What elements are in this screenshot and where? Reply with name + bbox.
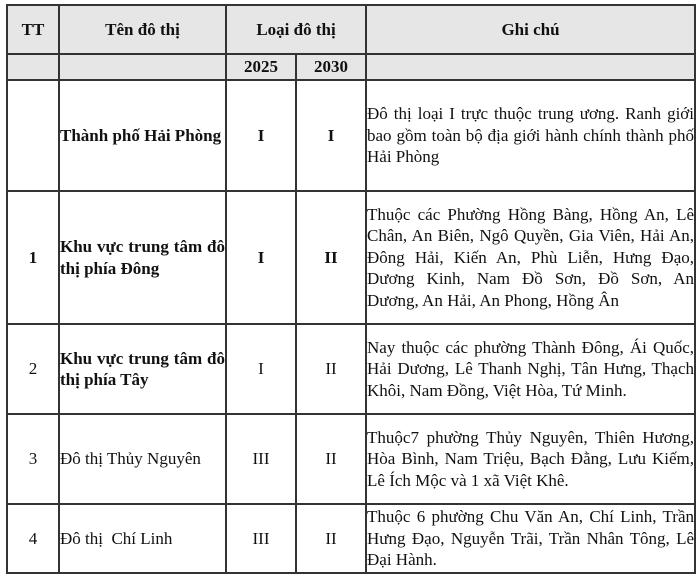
row-type-2025: I [226,191,296,324]
row-type-2025: I [226,324,296,414]
row-note: Thuộc 6 phường Chu Văn An, Chí Linh, Trần Hưng Đạo, Nguyễn Trãi, Trần Nhân Tông, Lê Đại Hành. [366,504,695,573]
row-type-2030: II [296,324,366,414]
table-row-hai-phong [7,80,695,191]
row-type-2030: II [296,414,366,504]
row-tt: 1 [7,191,59,324]
table-row-thuy-nguyen [7,414,695,504]
subheader-note-empty [366,54,695,80]
row-note: Nay thuộc các phường Thành Đông, Ái Quốc, Hải Dương, Lê Thanh Nghị, Tân Hưng, Thạch Khôi, Nam Đồng, Việt Hòa, Tứ Minh. [366,324,695,414]
header-tt: TT [7,5,59,54]
row-tt: 2 [7,324,59,414]
row-tt: 3 [7,414,59,504]
row-type-2025: I [226,80,296,191]
row-name: Đô thị Chí Linh [59,504,226,573]
subheader-tt-empty [7,54,59,80]
row-note: Thuộc7 phường Thủy Nguyên, Thiên Hương, Hòa Bình, Nam Triệu, Bạch Đằng, Lưu Kiếm, Lê Ích Mộc và 1 xã Việt Khê. [366,414,695,504]
row-tt: 4 [7,504,59,573]
header-year-2025: 2025 [226,54,296,80]
table-row-chi-linh [7,504,695,573]
subheader-name-empty [59,54,226,80]
row-type-2030: I [296,80,366,191]
row-type-2030: II [296,191,366,324]
table-row-east-center [7,191,695,324]
row-type-2025: III [226,504,296,573]
header-type: Loại đô thị [226,5,366,54]
row-type-2025: III [226,414,296,504]
row-name: Thành phố Hải Phòng [59,80,226,191]
header-row [7,5,695,54]
row-note: Đô thị loại I trực thuộc trung ương. Ranh giới bao gồm toàn bộ địa giới hành chính thành phố Hải Phòng [366,80,695,191]
row-name: Khu vực trung tâm đô thị phía Đông [59,191,226,324]
row-type-2030: II [296,504,366,573]
row-name: Khu vực trung tâm đô thị phía Tây [59,324,226,414]
header-note: Ghi chú [366,5,695,54]
row-note: Thuộc các Phường Hồng Bàng, Hồng An, Lê Chân, An Biên, Ngô Quyền, Gia Viên, Hải An, Đông Hải, Kiến An, Phù Liễn, Hưng Đạo, Dương Kinh, Nam Đồ Sơn, Đồ Sơn, An Dương, An Hải, An Phong, Hồng Ân [366,191,695,324]
urban-classification-table [6,4,696,574]
subheader-row [7,54,695,80]
header-name: Tên đô thị [59,5,226,54]
row-name: Đô thị Thủy Nguyên [59,414,226,504]
header-year-2030: 2030 [296,54,366,80]
row-tt [7,80,59,191]
table-row-west-center [7,324,695,414]
